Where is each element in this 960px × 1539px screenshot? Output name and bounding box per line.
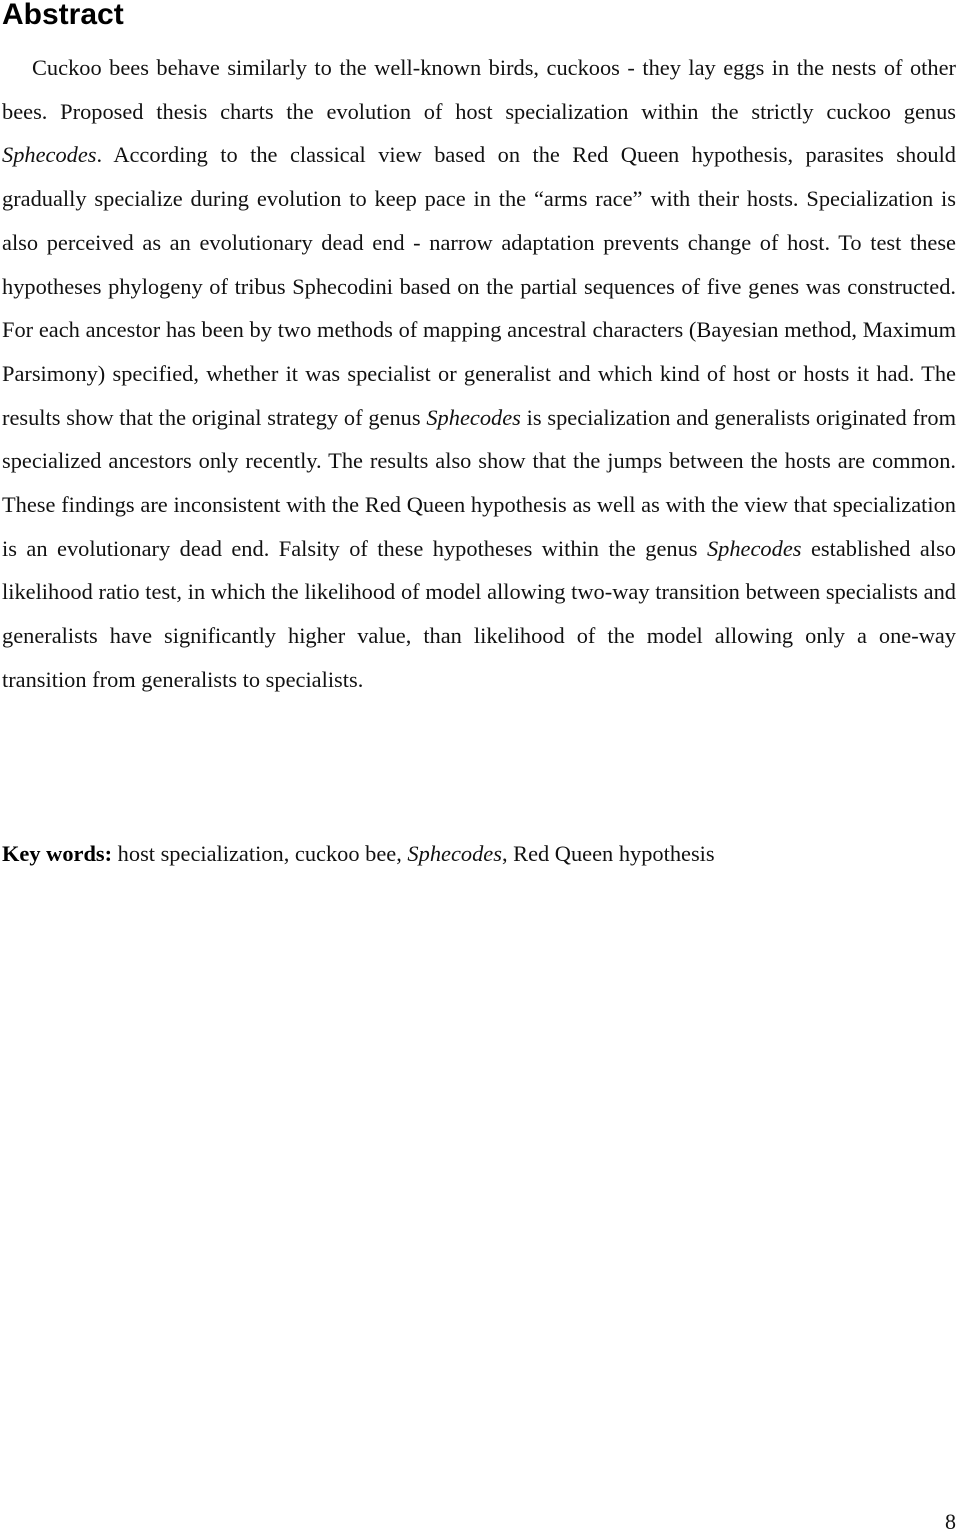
abstract-text-segment: . According to the classical view based on the Red Queen hypothesis, parasites should gradually specialize during evolution to keep pace in the “arms race” with their hosts. Specialization is also perceived as an evolutionary dead end - narrow adaptation prevents change of host. To test these hypotheses phylogeny of tribus Sphecodini based on the partial sequences of five genes was constructed. For each ancestor has been by two methods of mapping ancestral characters (Bayesian method, Maximum Parsimony) specified, whether it was specialist or generalist and which kind of host or hosts it had. The results show that the original strategy of genus bbox=[2, 142, 956, 430]
abstract-paragraph bbox=[2, 46, 956, 702]
page-number: 8 bbox=[945, 1509, 956, 1534]
keywords-line bbox=[2, 836, 715, 872]
abstract-text-segment: established also likelihood ratio test, in which the likelihood of model allowing two-way transition between specialists and generalists have significantly higher value, than likelihood of the model allowing only a one-way transition from generalists to specialists. bbox=[2, 535, 956, 692]
abstract-italic-term: Sphecodes bbox=[706, 535, 802, 561]
keywords-text-before: host specialization, cuckoo bee, bbox=[112, 841, 408, 866]
section-heading: Abstract bbox=[2, 0, 124, 31]
abstract-italic-term: Sphecodes bbox=[426, 404, 521, 430]
abstract-text-segment: Cuckoo bees behave similarly to the well-known birds, cuckoos - they lay eggs in the nests of other bees. Proposed thesis charts the evolution of host specialization within the strictly cuckoo genus bbox=[2, 55, 956, 124]
keywords-label: Key words: bbox=[2, 841, 113, 866]
abstract-text-segment: is specialization and generalists originated from specialized ancestors only recently. The results also show that the jumps between the hosts are common. These findings are inconsistent with the Red Queen hypothesis as well as with the view that specialization is an evolutionary dead end. Falsity of these hypotheses within the genus bbox=[2, 404, 956, 561]
abstract-italic-term: Sphecodes bbox=[2, 142, 97, 168]
keywords-text-after: , Red Queen hypothesis bbox=[501, 841, 715, 866]
keywords-italic-term: Sphecodes bbox=[407, 841, 502, 866]
